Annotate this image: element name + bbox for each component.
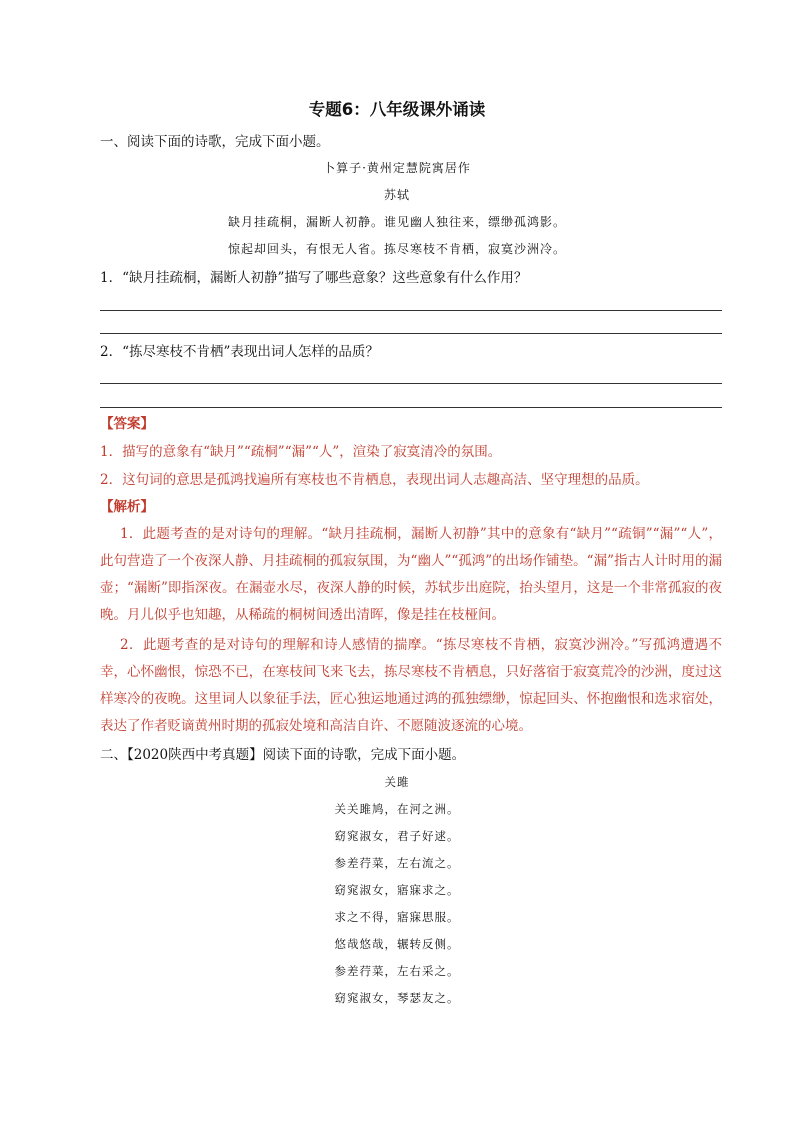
- answer-line: [100, 407, 722, 408]
- question-1: 1．“缺月挂疏桐，漏断人初静”描写了哪些意象？这些意象有什么作用？: [100, 270, 528, 286]
- question-2: 2．“拣尽寒枝不肯栖”表现出词人怎样的品质？: [100, 344, 379, 360]
- poem2-line-2: 窈窕淑女，君子好逑。: [334, 829, 460, 843]
- poem1-line-1: 缺月挂疏桐，漏断人初静。谁见幽人独往来，缥缈孤鸿影。: [227, 215, 566, 229]
- poem2-line-1: 关关雎鸠，在河之洲。: [334, 802, 460, 816]
- poem2-line-7: 参差荇菜，左右采之。: [334, 964, 460, 978]
- analysis-paragraph-2: [100, 632, 722, 740]
- poem2-line-5: 求之不得，寤寐思服。: [334, 910, 460, 924]
- poem1-title: 卜算子·黄州定慧院寓居作: [323, 161, 471, 175]
- poem2-line-4: 窈窕淑女，寤寐求之。: [334, 883, 460, 897]
- analysis-text-1: 1．此题考查的是对诗句的理解。“缺月挂疏桐，漏断人初静”其中的意象有“缺月”“疏铜”“漏”“人”，此句营造了一个夜深人静、月挂疏桐的孤寂氛围，为“幽人”“孤鸿”的出场作铺垫。“漏”指古人计时用的漏壶；“漏断”即指深夜。在漏壶水尽，夜深人静的时候，苏轼步出庭院，抬头望月，这是一个非常孤寂的夜晚。月儿似乎也知趣，从稀疏的桐树间透出清晖，像是挂在枝桠间。: [100, 526, 722, 623]
- answer-label: 【答案】: [100, 416, 154, 432]
- answer-1: 1．描写的意象有“缺月”“疏桐”“漏”“人”，渲染了寂寞清冷的氛围。: [100, 444, 502, 460]
- answer-2: 2．这句词的意思是孤鸿找遍所有寒枝也不肯栖息，表现出词人志趣高洁、坚守理想的品质。: [100, 472, 649, 488]
- analysis-paragraph-1: [100, 521, 722, 629]
- answer-line: [100, 333, 722, 334]
- page-title: 专题6：八年级课外诵读: [308, 100, 486, 119]
- section2-instruction: 二、【2020陕西中考真题】阅读下面的诗歌，完成下面小题。: [100, 747, 466, 763]
- analysis-label: 【解析】: [100, 499, 154, 515]
- analysis-text-2: 2．此题考查的是对诗句的理解和诗人感情的揣摩。“拣尽寒枝不肯栖，寂寞沙洲冷。”写孤鸿遭遇不幸，心怀幽恨，惊恐不已，在寒枝间飞来飞去，拣尽寒枝不肯栖息，只好落宿于寂寞荒冷的沙洲，度过这样寒冷的夜晚。这里词人以象征手法，匠心独运地通过鸿的孤独缥缈，惊起回头、怀抱幽恨和选求宿处，表达了作者贬谪黄州时期的孤寂处境和高洁自许、不愿随波逐流的心境。: [100, 637, 722, 734]
- poem2-line-6: 悠哉悠哉，辗转反侧。: [334, 937, 460, 951]
- poem1-author: 苏轼: [383, 188, 410, 202]
- poem2-title: 关雎: [384, 775, 410, 789]
- poem1-line-2: 惊起却回头，有恨无人省。拣尽寒枝不肯栖，寂寞沙洲冷。: [227, 242, 566, 256]
- section1-instruction: 一、阅读下面的诗歌，完成下面小题。: [100, 134, 330, 150]
- poem2-line-8: 窈窕淑女，琴瑟友之。: [334, 991, 460, 1005]
- poem2-line-3: 参差荇菜，左右流之。: [334, 856, 460, 870]
- answer-line: [100, 310, 722, 311]
- answer-line: [100, 383, 722, 384]
